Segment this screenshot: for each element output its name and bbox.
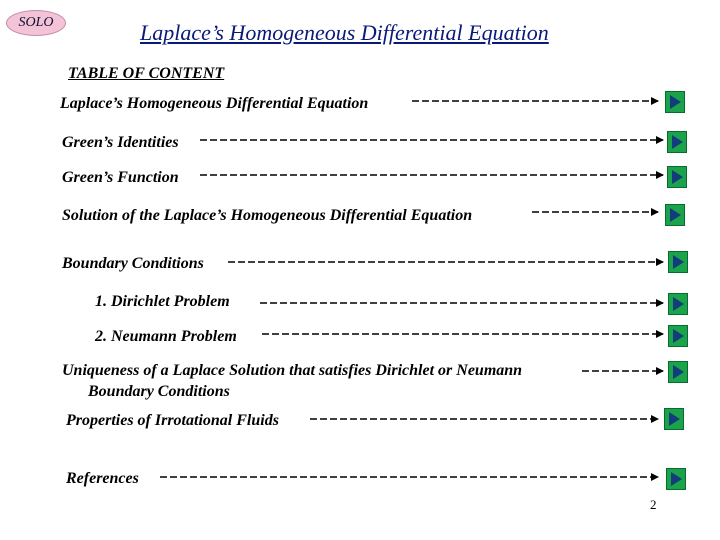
toc-item-neumann-problem[interactable]: 2. Neumann Problem — [95, 328, 237, 345]
play-arrow-icon[interactable] — [666, 468, 686, 490]
page-number: 2 — [650, 497, 657, 512]
toc-item-greens-identities[interactable]: Green’s Identities — [62, 134, 179, 151]
play-arrow-icon[interactable] — [667, 131, 687, 153]
toc-item-solution-laplace[interactable]: Solution of the Laplace’s Homogeneous Differential Equation — [62, 207, 473, 224]
toc-item-uniqueness-line2[interactable]: Boundary Conditions — [88, 383, 230, 400]
toc-item-uniqueness[interactable]: Uniqueness of a Laplace Solution that satisfies Dirichlet or Neumann — [62, 362, 523, 379]
toc-item-greens-function[interactable]: Green’s Function — [62, 169, 179, 186]
play-arrow-icon[interactable] — [665, 204, 685, 226]
toc-item-irrotational-fluids[interactable]: Properties of Irrotational Fluids — [66, 412, 279, 429]
play-arrow-icon[interactable] — [668, 293, 688, 315]
play-arrow-icon[interactable] — [668, 361, 688, 383]
toc-item-boundary-conditions[interactable]: Boundary Conditions — [62, 255, 204, 272]
play-arrow-icon[interactable] — [667, 166, 687, 188]
toc-heading: TABLE OF CONTENT — [68, 65, 225, 82]
play-arrow-icon[interactable] — [668, 325, 688, 347]
page-title: Laplace’s Homogeneous Differential Equation — [140, 20, 549, 45]
play-arrow-icon[interactable] — [665, 91, 685, 113]
solo-logo: SOLO — [6, 10, 66, 36]
toc-item-dirichlet-problem[interactable]: 1. Dirichlet Problem — [95, 293, 230, 310]
play-arrow-icon[interactable] — [664, 408, 684, 430]
play-arrow-icon[interactable] — [668, 251, 688, 273]
toc-item-laplace-equation[interactable]: Laplace’s Homogeneous Differential Equation — [60, 95, 369, 112]
toc-item-references[interactable]: References — [66, 470, 139, 487]
